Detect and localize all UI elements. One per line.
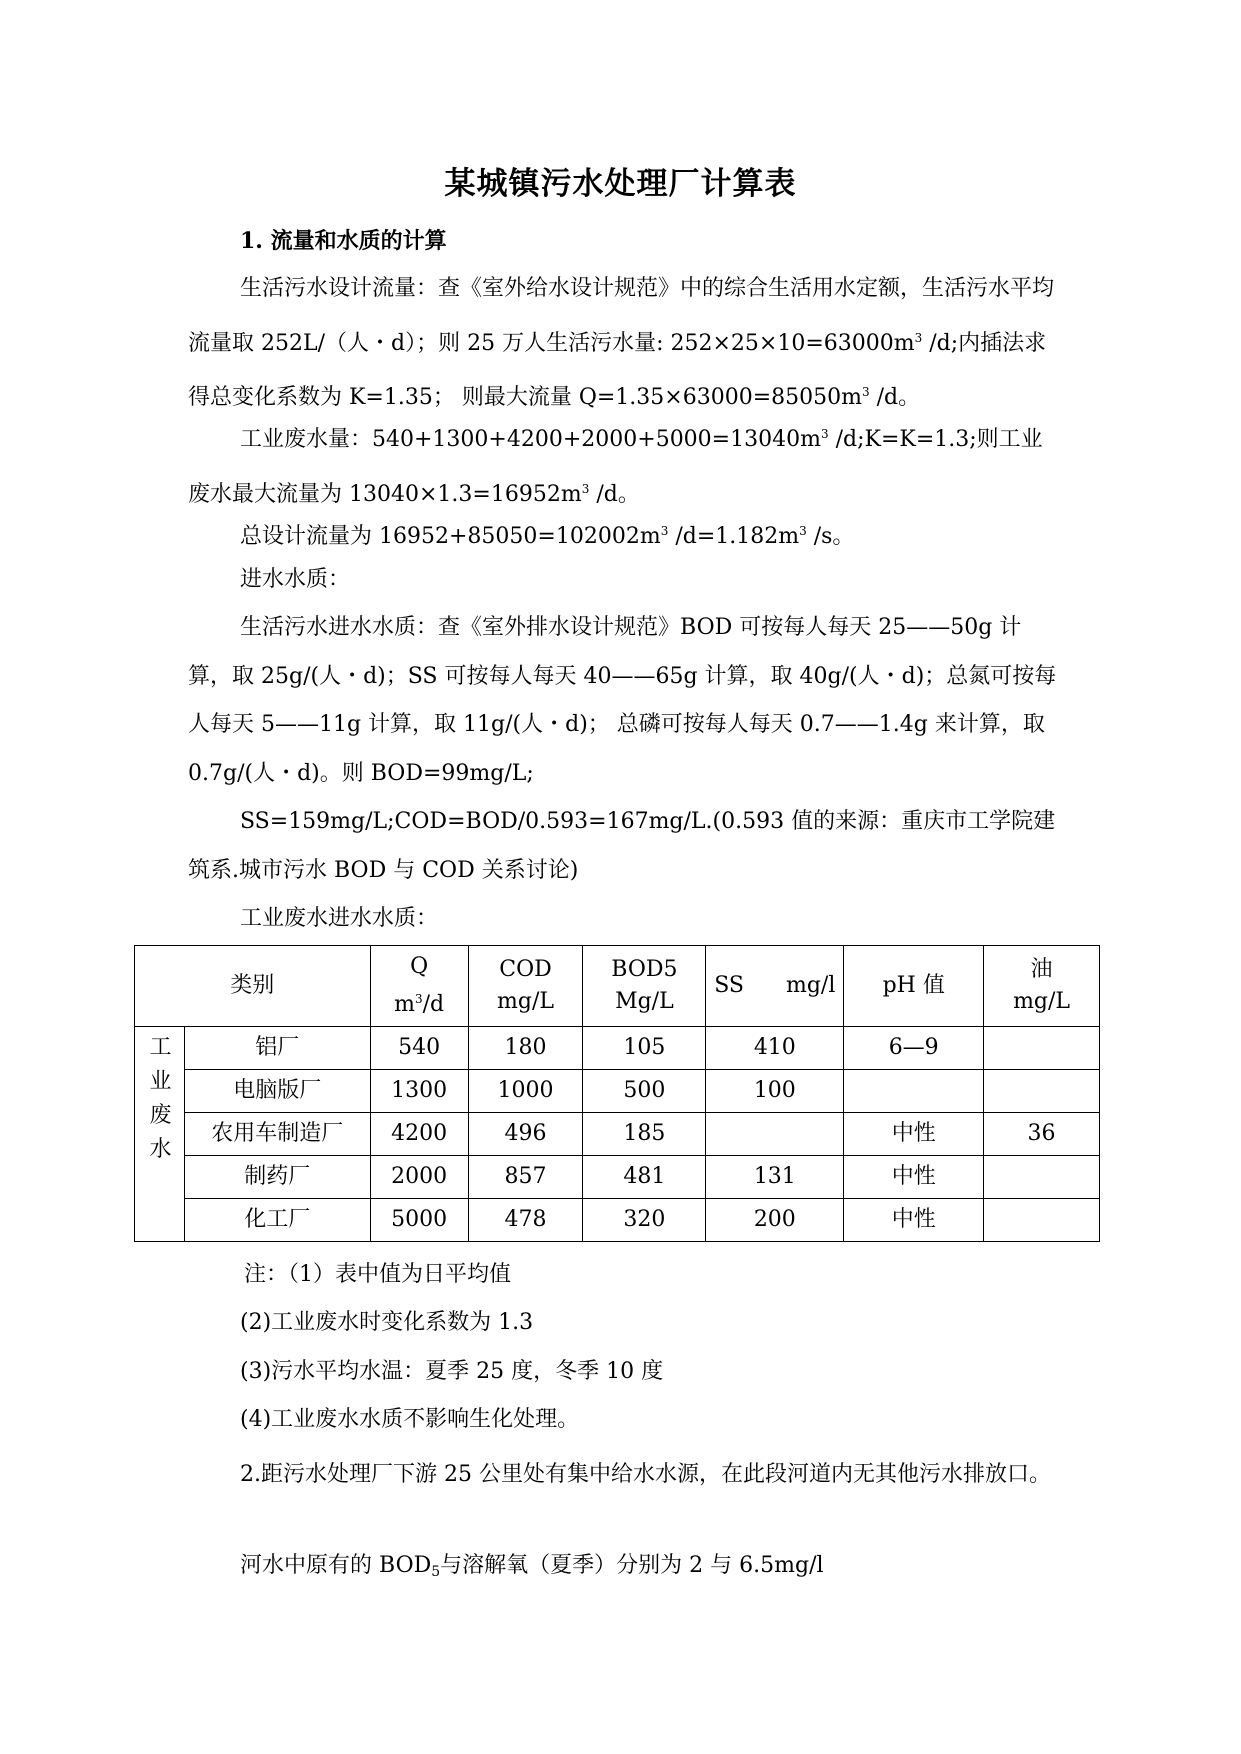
unit-superscript: 3 [660, 524, 669, 538]
document-title: 某城镇污水处理厂计算表 [444, 166, 797, 202]
note-1: 注：（1）表中值为日平均值 [244, 1262, 511, 1287]
cell-q: 2000 [370, 1156, 468, 1199]
cell-name: 化工厂 [184, 1199, 370, 1242]
cell-cod: 478 [468, 1199, 583, 1242]
paragraph-domestic-flow [188, 265, 1058, 423]
p1-text-b: /d;内插法求得总变化系数为 K=1.35； 则最大流量 Q=1.35×63000=85050m [188, 330, 1047, 410]
cell-oil: 36 [984, 1113, 1100, 1156]
p3-text-c: /s。 [806, 524, 855, 549]
paragraph-industrial-quality: 工业废水进水水质： [240, 906, 439, 931]
p1-text-a: 生活污水设计流量：查《室外给水设计规范》中的综合生活用水定额，生活污水平均流量取 252L/（人・d）；则 25 万人生活污水量: 252×25×10=63000m [188, 276, 1055, 356]
paragraph-total-flow [188, 507, 1058, 562]
paragraph-industrial-flow [188, 410, 1058, 519]
note-2: (2)工业废水时变化系数为 1.3 [240, 1310, 534, 1335]
cell-ph: 6—9 [844, 1027, 984, 1070]
cell-bod: 185 [583, 1113, 706, 1156]
unit-superscript: 3 [581, 481, 590, 496]
cell-ss: 200 [706, 1199, 844, 1242]
cell-ss: 410 [706, 1027, 844, 1070]
header-ss: SS mg/l [706, 946, 844, 1027]
paragraph-influent-quality: 进水水质： [240, 567, 351, 592]
cell-ph: 中性 [844, 1199, 984, 1242]
header-q-unit-a: m [394, 992, 415, 1017]
cell-bod: 500 [583, 1070, 706, 1113]
header-bod-line1: BOD5 [611, 957, 678, 982]
note-3: (3)污水平均水温：夏季 25 度，冬季 10 度 [240, 1359, 664, 1384]
group-label: 工业废水 [149, 1035, 172, 1162]
table-header-row [135, 946, 1100, 1027]
cell-cod: 496 [468, 1113, 583, 1156]
table-row [135, 1113, 1100, 1156]
p2-text-a: 工业废水量：540+1300+4200+2000+5000=13040m [240, 427, 821, 452]
cell-name: 制药厂 [184, 1156, 370, 1199]
header-q [370, 946, 468, 1027]
cell-cod: 1000 [468, 1070, 583, 1113]
paragraph-river-bod [240, 1548, 824, 1580]
cell-name: 农用车制造厂 [184, 1113, 370, 1156]
p2-text-b: /d;K=K=1.3;则工业废水最大流量为 13040×1.3=16952m [188, 427, 1043, 507]
header-q-line2 [371, 983, 468, 1021]
unit-superscript: 3 [799, 524, 807, 538]
cell-ss [706, 1113, 844, 1156]
cell-q: 540 [370, 1027, 468, 1070]
cell-name: 电脑版厂 [184, 1070, 370, 1113]
cell-ph [844, 1070, 984, 1113]
cell-ss: 131 [706, 1156, 844, 1199]
unit-superscript: 3 [414, 992, 423, 1006]
cell-cod: 180 [468, 1027, 583, 1070]
section-heading-1: 1. 流量和水质的计算 [240, 228, 447, 254]
p9-text-a: 河水中原有的 BOD [240, 1553, 432, 1578]
p3-text-b: /d=1.182m [668, 524, 800, 549]
paragraph-domestic-quality: 生活污水进水水质：查《室外排水设计规范》BOD 可按每人每天 25——50g 计算，取 25g/(人・d)；SS 可按每人每天 40——65g 计算，取 40g/(人・d)；总氮可按每人每天 5——11g 计算，取 11g/(人・d)； 总磷可按每人每天 0.7——1.4g 来计算，取 0.7g/(人・d)。则 BOD=99mg/L; [188, 615, 1057, 786]
cell-oil [984, 1027, 1100, 1070]
cell-bod: 320 [583, 1199, 706, 1242]
unit-superscript: 3 [820, 427, 829, 441]
group-cell [135, 1027, 185, 1242]
cell-q: 1300 [370, 1070, 468, 1113]
header-cod-line2: mg/L [497, 989, 554, 1014]
header-cod-line1: COD [499, 957, 552, 982]
cell-q: 5000 [370, 1199, 468, 1242]
header-category: 类别 [135, 946, 371, 1027]
cell-q: 4200 [370, 1113, 468, 1156]
cell-oil [984, 1156, 1100, 1199]
cell-oil [984, 1070, 1100, 1113]
industrial-wastewater-table [134, 945, 1100, 1242]
header-q-unit-b: /d [422, 992, 445, 1017]
unit-superscript: 3 [862, 385, 870, 399]
cell-ph: 中性 [844, 1156, 984, 1199]
table-row [135, 1027, 1100, 1070]
p3-text-a: 总设计流量为 16952+85050=102002m [240, 524, 661, 549]
cell-ph: 中性 [844, 1113, 984, 1156]
cell-name: 铝厂 [184, 1027, 370, 1070]
unit-superscript: 3 [914, 330, 923, 345]
header-oil-line2: mg/L [1013, 989, 1071, 1014]
table-row [135, 1199, 1100, 1242]
header-bod [583, 946, 706, 1027]
bod-subscript: 5 [431, 1564, 441, 1580]
cell-oil [984, 1199, 1100, 1242]
p9-text-b: 与溶解氧（夏季）分别为 2 与 6.5mg/l [440, 1553, 824, 1578]
cell-ss: 100 [706, 1070, 844, 1113]
header-q-line1: Q [410, 954, 429, 979]
table-row [135, 1070, 1100, 1113]
header-oil-line1: 油 [1030, 957, 1053, 982]
header-cod [468, 946, 583, 1027]
paragraph-ss-cod: SS=159mg/L;COD=BOD/0.593=167mg/L.(0.593 值的来源：重庆市工学院建筑系.城市污水 BOD 与 COD 关系讨论) [188, 809, 1056, 883]
cell-cod: 857 [468, 1156, 583, 1199]
paragraph-water-source: 2.距污水处理厂下游 25 公里处有集中给水水源，在此段河道内无其他污水排放口。 [240, 1462, 1051, 1487]
p1-text-c: /d。 [869, 385, 921, 410]
p2-text-c: /d。 [589, 481, 640, 507]
cell-bod: 481 [583, 1156, 706, 1199]
note-4: (4)工业废水水质不影响生化处理。 [240, 1407, 580, 1432]
header-bod-line2: Mg/L [615, 989, 674, 1014]
header-ph: pH 值 [844, 946, 984, 1027]
table-row [135, 1156, 1100, 1199]
cell-bod: 105 [583, 1027, 706, 1070]
header-oil [984, 946, 1100, 1027]
